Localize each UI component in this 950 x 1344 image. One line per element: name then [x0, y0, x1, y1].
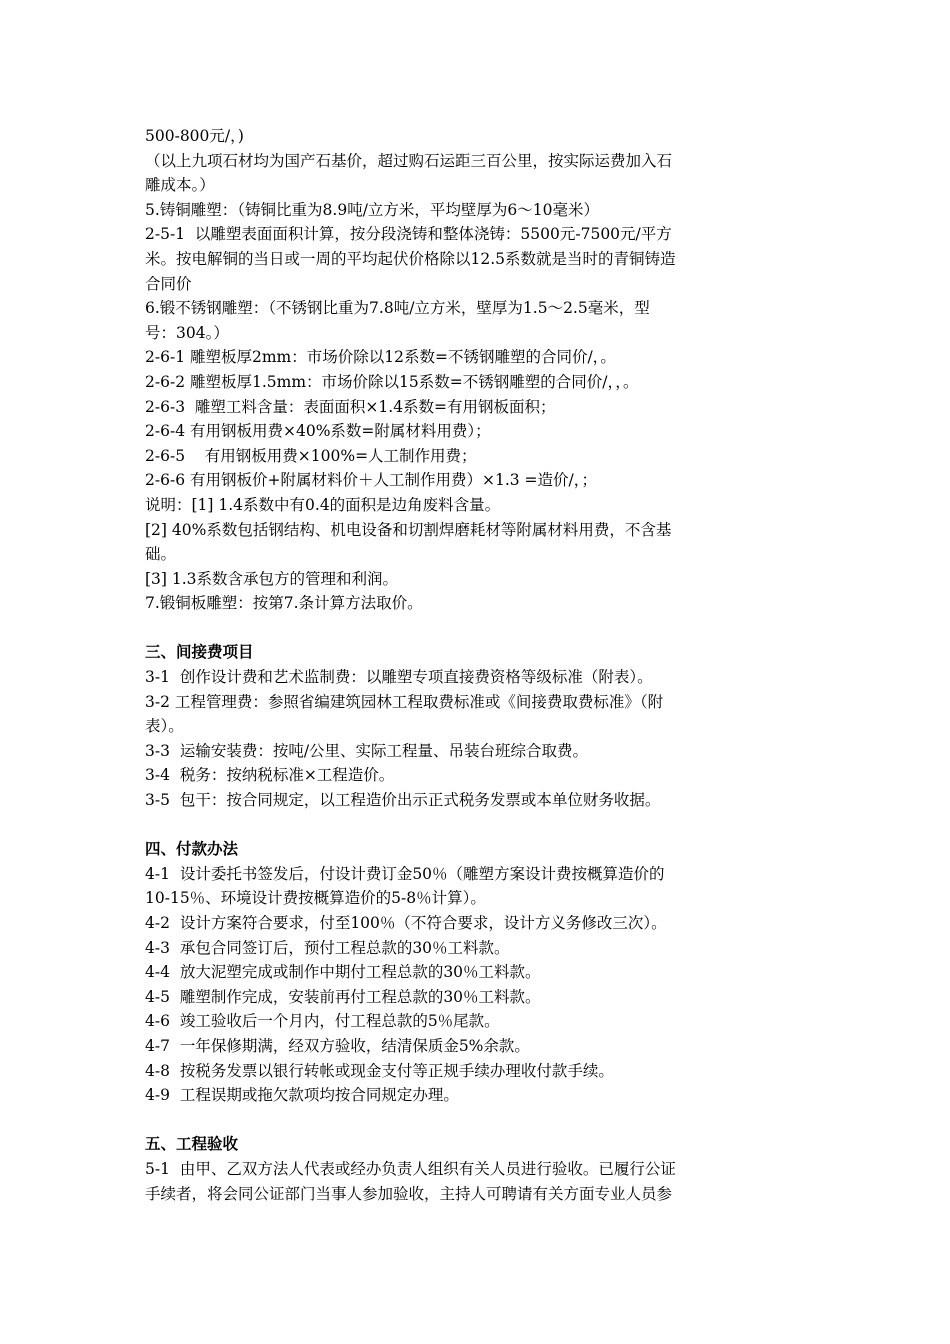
text-line: 2-6-1 雕塑板厚2mm：市场价除以12系数=不锈钢雕塑的合同价/，。	[145, 348, 616, 367]
text-line: 3-1 创作设计费和艺术监制费：以雕塑专项直接费资格等级标准（附表）。	[145, 668, 653, 687]
document-body	[145, 124, 810, 1206]
blank-line	[145, 1108, 810, 1133]
blank-line	[145, 813, 810, 838]
text-line: 2-6-5 有用钢板用费×100%=人工制作用费；	[145, 446, 477, 465]
text-line: 手续者，将会同公证部门当事人参加验收，主持人可聘请有关方面专业人员参	[145, 1184, 673, 1203]
text-line: 4-7 一年保修期满，经双方验收，结清保质金5%余款。	[145, 1036, 530, 1055]
text-line: 2-6-6 有用钢板价+附属材料价＋人工制作用费）×1.3 =造价/，；	[145, 471, 597, 490]
text-line: [3] 1.3系数含承包方的管理和利润。	[145, 569, 399, 588]
text-line: 2-5-1 以雕塑表面面积计算，按分段浇铸和整体浇铸：5500元-7500元/平方	[145, 225, 672, 244]
text-line: 3-4 税务：按纳税标准×工程造价。	[145, 766, 395, 785]
text-line: 3-3 运输安装费：按吨/公里、实际工程量、吊装台班综合取费。	[145, 741, 589, 760]
text-line: 2-6-3 雕塑工料含量：表面面积×1.4系数=有用钢板面积；	[145, 397, 556, 416]
text-line: 5-1 由甲、乙双方法人代表或经办负责人组织有关人员进行验收。已履行公证	[145, 1159, 676, 1178]
text-line: 3-2 工程管理费：参照省编建筑园林工程取费标准或《间接费取费标准》（附	[145, 692, 664, 711]
text-line: 说明：[1] 1.4系数中有0.4的面积是边角废料含量。	[145, 495, 501, 514]
blank-line	[145, 616, 810, 641]
text-line: 4-3 承包合同签订后，预付工程总款的30％工料款。	[145, 938, 510, 957]
text-line: （以上九项石材均为国产石基价，超过购石运距三百公里，按实际运费加入石	[145, 151, 673, 170]
text-line: 10-15％、环境设计费按概算造价的5-8％计算）。	[145, 889, 486, 908]
text-line: 米。按电解铜的当日或一周的平均起伏价格除以12.5系数就是当时的青铜铸造	[145, 249, 676, 268]
text-line: 4-2 设计方案符合要求，付至100％（不符合要求，设计方义务修改三次）。	[145, 914, 667, 932]
text-line: 4-8 按税务发票以银行转帐或现金支付等正规手续办理收付款手续。	[145, 1061, 614, 1080]
text-line: 4-9 工程误期或拖欠款项均按合同规定办理。	[145, 1086, 459, 1105]
text-line: 号：304。）	[145, 323, 229, 342]
text-line: 表）。	[145, 717, 184, 736]
text-line: 4-6 竣工验收后一个月内，付工程总款的5％尾款。	[145, 1012, 500, 1031]
text-line: 7.锻铜板雕塑：按第7.条计算方法取价。	[145, 594, 423, 613]
text-line: 合同价	[145, 274, 192, 293]
section-heading: 五、工程验收	[145, 1134, 239, 1154]
text-line: 2-6-4 有用钢板用费×40%系数=附属材料用费）；	[145, 422, 491, 441]
text-line: 础。	[145, 545, 177, 564]
text-line: 500-800元/，)	[145, 127, 244, 145]
text-line: 6.锻不锈钢雕塑：（不锈钢比重为7.8吨/立方米，壁厚为1.5～2.5毫米，型	[145, 299, 650, 318]
text-line: 5.铸铜雕塑：（铸铜比重为8.9吨/立方米，平均壁厚为6～10毫米）	[145, 200, 599, 219]
text-line: 4-4 放大泥塑完成或制作中期付工程总款的30％工料款。	[145, 963, 541, 982]
text-line: 雕成本。）	[145, 176, 215, 195]
section-heading: 三、间接费项目	[145, 642, 254, 662]
text-line: 3-5 包干：按合同规定，以工程造价出示正式税务发票或本单位财务收据。	[145, 791, 661, 810]
text-line: [2] 40%系数包括钢结构、机电设备和切割焊磨耗材等附属材料用费，不含基	[145, 520, 672, 539]
text-line: 4-5 雕塑制作完成，安装前再付工程总款的30％工料款。	[145, 987, 541, 1006]
text-line: 2-6-2 雕塑板厚1.5mm：市场价除以15系数=不锈钢雕塑的合同价/，，。	[145, 372, 639, 391]
section-heading: 四、付款办法	[145, 839, 239, 859]
text-line: 4-1 设计委托书签发后，付设计费订金50％（雕塑方案设计费按概算造价的	[145, 864, 665, 883]
